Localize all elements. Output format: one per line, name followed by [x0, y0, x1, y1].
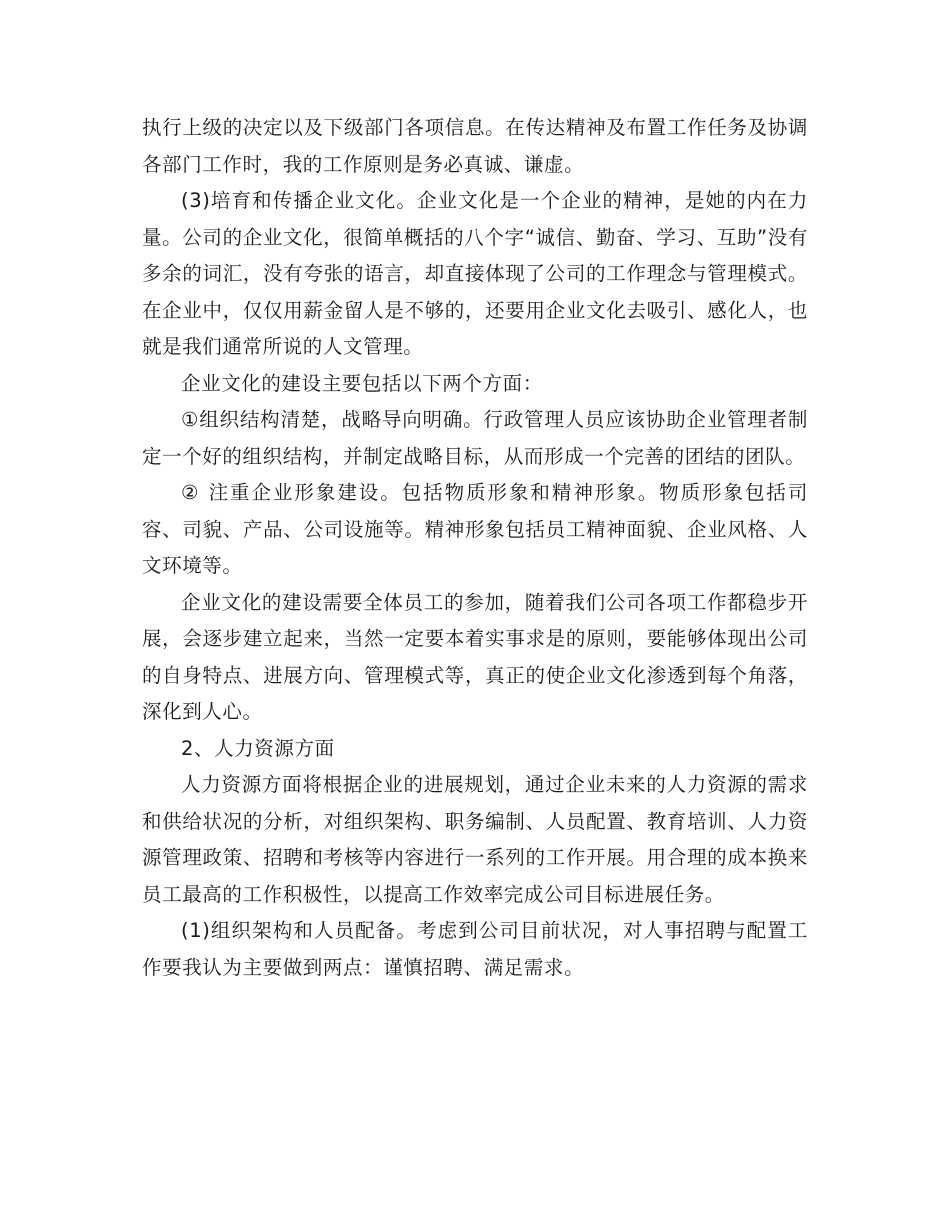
paragraph-4: ①组织结构清楚，战略导向明确。行政管理人员应该协助企业管理者制定一个好的组织结构，并制定战略目标，从而形成一个完善的团结的团队。 — [142, 408, 808, 468]
paragraph-2: (3)培育和传播企业文化。企业文化是一个企业的精神，是她的内在力量。公司的企业文化，很简单概括的八个字“诚信、勤奋、学习、互助”没有多余的词汇，没有夸张的语言，却直接体现了公司的工作理念与管理模式。在企业中，仅仅用薪金留人是不够的，还要用企业文化去吸引、感化人，也就是我们通常所说的人文管理。 — [142, 189, 808, 358]
paragraph-6: 企业文化的建设需要全体员工的参加，随着我们公司各项工作都稳步开展，会逐步建立起来，当然一定要本着实事求是的原则，要能够体现出公司的自身特点、进展方向、管理模式等，真正的使企业文化渗透到每个角落，深化到人心。 — [142, 590, 808, 723]
document-body — [142, 110, 808, 986]
paragraph-5: ② 注重企业形象建设。包括物质形象和精神形象。物质形象包括司容、司貌、产品、公司设施等。精神形象包括员工精神面貌、企业风格、人文环境等。 — [142, 481, 808, 577]
paragraph-3: 企业文化的建设主要包括以下两个方面： — [181, 371, 543, 395]
section-heading: 2、人力资源方面 — [181, 736, 335, 760]
paragraph-9: (1)组织架构和人员配备。考虑到公司目前状况，对人事招聘与配置工作要我认为主要做到两点：谨慎招聘、满足需求。 — [142, 919, 808, 979]
paragraph-8: 人力资源方面将根据企业的进展规划，通过企业未来的人力资源的需求和供给状况的分析，对组织架构、职务编制、人员配置、教育培训、人力资源管理政策、招聘和考核等内容进行一系列的工作开展。用合理的成本换来员工最高的工作积极性，以提高工作效率完成公司目标进展任务。 — [142, 773, 808, 906]
paragraph-1: 执行上级的决定以及下级部门各项信息。在传达精神及布置工作任务及协调各部门工作时，我的工作原则是务必真诚、谦虚。 — [142, 116, 808, 176]
